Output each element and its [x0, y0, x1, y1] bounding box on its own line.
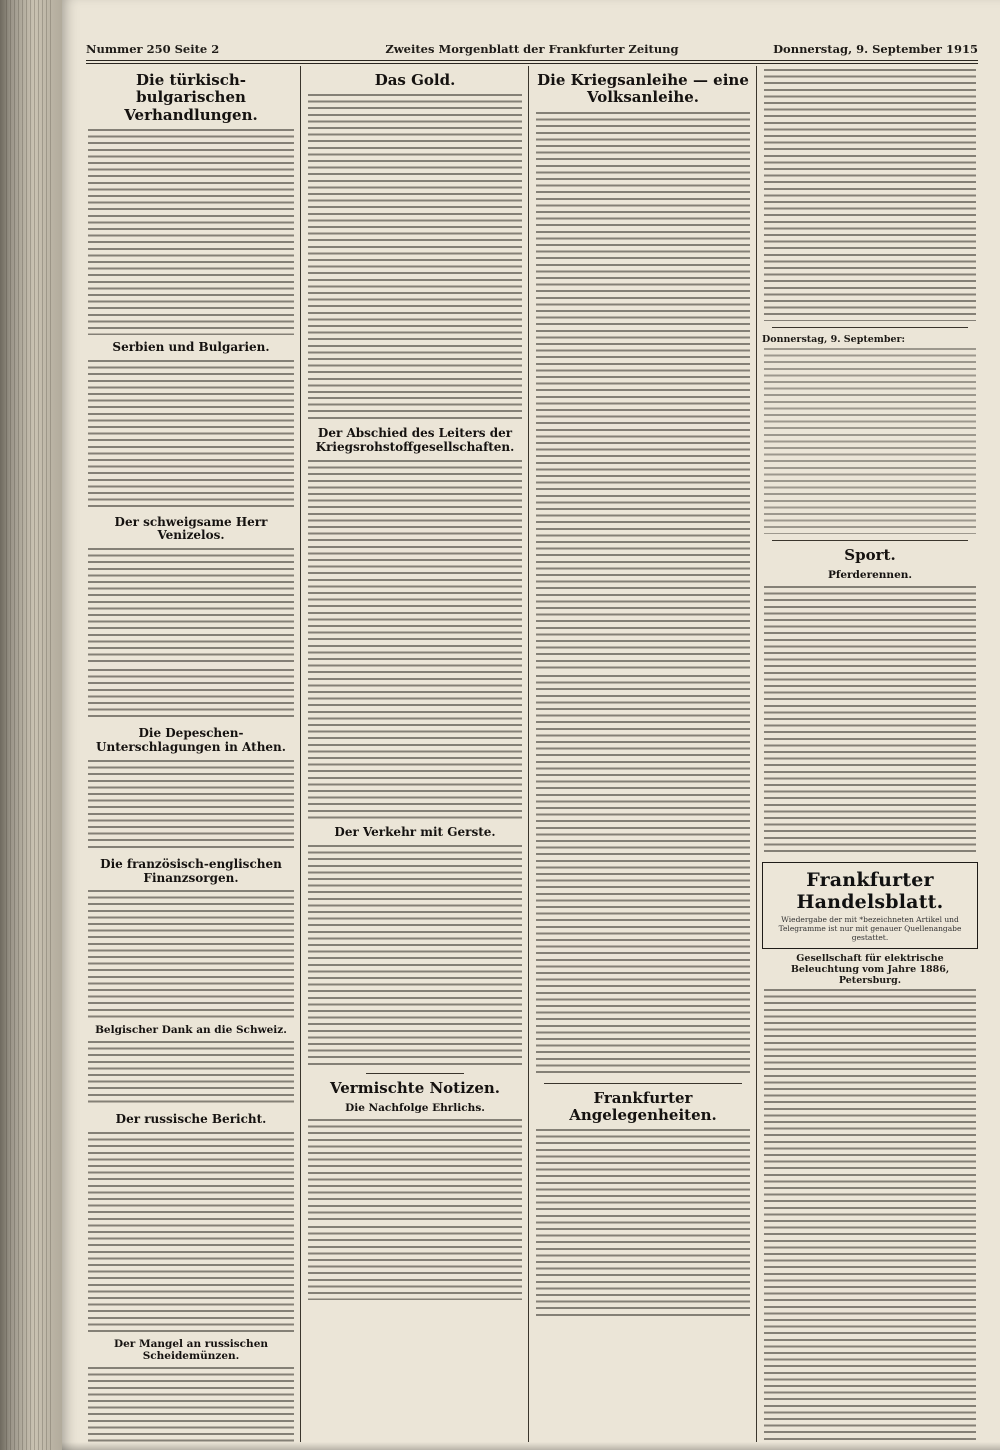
article-body [88, 890, 294, 1018]
column-4 [762, 66, 978, 1442]
theater-listing-heading: Donnerstag, 9. September: [762, 334, 906, 345]
article-body [764, 989, 976, 1442]
article-heading: Das Gold. [374, 71, 456, 89]
article-subheading: Pferderennen. [827, 569, 913, 582]
article-body [536, 112, 750, 672]
article-heading: Der Abschied des Leiters der Kriegsrohstoffgesellschaften. [315, 426, 515, 455]
article-body [764, 586, 976, 856]
article-body [88, 360, 294, 510]
book-binding-edge [0, 0, 62, 1450]
article-heading: Belgischer Dank an die Schweiz. [95, 1024, 287, 1037]
article-body [88, 129, 294, 335]
article-body [308, 1119, 522, 1223]
divider [544, 1083, 742, 1084]
article-heading: Vermischte Notizen. [330, 1078, 500, 1097]
article-body [764, 69, 976, 321]
section-banner [762, 862, 978, 949]
column-3 [534, 66, 752, 1442]
article-heading: Gesellschaft für elektrische Beleuchtung vom Jahre 1886, Petersburg. [790, 953, 950, 987]
newspaper-title: Zweites Morgenblatt der Frankfurter Zeitung [385, 42, 679, 56]
article-body [536, 675, 750, 1077]
newspaper-page [62, 0, 1000, 1450]
article-heading: Der Mangel an russischen Scheidemünzen. [113, 1338, 269, 1363]
section-note: Wiedergabe der mit *bezeichneten Artikel und Telegramme ist nur mit genauer Quellenangabe gestattet. [778, 915, 962, 943]
article-heading: Die türkisch-bulgarischen Verhandlungen. [124, 71, 258, 124]
divider [366, 1073, 464, 1074]
column-1 [86, 66, 296, 1442]
column-separator [528, 66, 529, 1442]
article-heading: Serbien und Bulgarien. [112, 339, 270, 354]
column-2 [306, 66, 524, 1442]
article-body [88, 1367, 294, 1442]
article-body [536, 1129, 750, 1319]
column-separator [300, 66, 301, 1442]
article-body [308, 397, 522, 421]
article-body [88, 548, 294, 666]
page-header [86, 42, 978, 62]
article-body [308, 1226, 522, 1300]
article-heading: Der schweigsame Herr Venizelos. [114, 514, 268, 543]
article-heading: Die Depeschen-Unterschlagungen in Athen. [96, 726, 286, 754]
article-subheading: Die Nachfolge Ehrlichs. [345, 1101, 485, 1114]
article-body [308, 460, 522, 820]
column-separator [756, 66, 757, 1442]
article-body [88, 669, 294, 721]
article-body [88, 1041, 294, 1107]
article-body [308, 845, 522, 1067]
divider [772, 540, 968, 541]
article-heading: Die Kriegsanleihe — eine Volksanleihe. [537, 71, 749, 107]
page-number-label: Nummer 250 Seite 2 [86, 42, 220, 56]
article-heading: Frankfurter Angelegenheiten. [569, 1088, 717, 1124]
theater-listing [764, 348, 976, 534]
article-body [88, 1132, 294, 1332]
header-rule [86, 60, 978, 61]
article-body [88, 760, 294, 852]
divider [772, 327, 968, 328]
page-shadow [62, 1442, 1000, 1450]
section-title: Frankfurter Handelsblatt. [796, 869, 944, 914]
article-heading: Die französisch-englischen Finanzsorgen. [100, 856, 282, 885]
header-rule-2 [86, 63, 978, 64]
article-heading: Sport. [844, 546, 896, 564]
article-body [308, 94, 522, 394]
issue-date: Donnerstag, 9. September 1915 [773, 42, 978, 56]
article-heading: Der Verkehr mit Gerste. [334, 824, 496, 839]
article-heading: Der russische Bericht. [115, 1112, 267, 1127]
